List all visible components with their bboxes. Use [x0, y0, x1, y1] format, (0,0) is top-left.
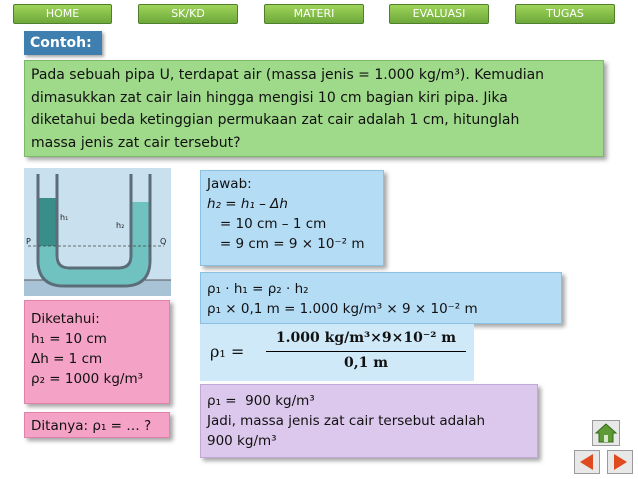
- density-equation-box: [200, 272, 562, 324]
- top-nav: [0, 4, 638, 24]
- result-box: [200, 384, 538, 458]
- problem-line: Pada sebuah pipa U, terdapat air (massa jenis = 1.000 kg/m³). Kemudian: [31, 67, 545, 83]
- problem-line: massa jenis zat cair tersebut?: [31, 134, 241, 151]
- ditanya-box: [24, 412, 170, 438]
- jawab-line: = 9 cm = 9 × 10⁻² m: [207, 236, 365, 252]
- home-icon[interactable]: [592, 420, 620, 446]
- nav-home-button[interactable]: HOME: [13, 4, 112, 24]
- diketahui-line: h₁ = 10 cm: [31, 331, 107, 347]
- formula-numerator: 1.000 kg/m³×9×10⁻² m: [275, 330, 457, 346]
- q-label: Q: [160, 237, 167, 246]
- diketahui-box: [24, 300, 170, 404]
- result-line: 900 kg/m³: [207, 433, 277, 449]
- formula-box: [200, 324, 474, 381]
- jawab-line: = 10 cm – 1 cm: [207, 216, 327, 232]
- problem-line: dimasukkan zat cair lain hingga mengisi 10 cm bagian kiri pipa. Jika: [31, 89, 508, 106]
- formula-denominator: 0,1 m: [343, 355, 389, 371]
- problem-line: diketahui beda ketinggian permukaan zat cair adalah 1 cm, hitunglah: [31, 112, 520, 128]
- ditanya-text: Ditanya: ρ₁ = … ?: [31, 418, 152, 434]
- result-line: Jadi, massa jenis zat cair tersebut adalah: [207, 413, 486, 429]
- h2-label: h₂: [116, 221, 125, 230]
- result-line: ρ₁ = 900 kg/m³: [207, 393, 315, 409]
- next-arrow-icon[interactable]: [607, 450, 633, 474]
- nav-skkd-button[interactable]: SK/KD: [138, 4, 238, 24]
- jawab-heading: Jawab:: [207, 176, 252, 192]
- nav-tugas-button[interactable]: TUGAS: [515, 4, 615, 24]
- u-tube-figure: [24, 168, 171, 296]
- diketahui-heading: Diketahui:: [31, 311, 100, 327]
- h1-label: h₁: [60, 213, 69, 222]
- prev-arrow-icon[interactable]: [574, 450, 600, 474]
- equation-line: ρ₁ × 0,1 m = 1.000 kg/m³ × 9 × 10⁻² m: [207, 301, 478, 317]
- nav-materi-button[interactable]: MATERI: [264, 4, 364, 24]
- jawab-line: h₂ = h₁ – Δh: [207, 196, 288, 212]
- diketahui-line: Δh = 1 cm: [31, 351, 103, 367]
- contoh-label: Contoh:: [24, 31, 102, 55]
- equation-line: ρ₁ · h₁ = ρ₂ · h₂: [207, 281, 309, 297]
- diketahui-line: ρ₂ = 1000 kg/m³: [31, 371, 144, 387]
- jawab-box: [200, 170, 384, 266]
- nav-evaluasi-button[interactable]: EVALUASI: [389, 4, 489, 24]
- formula-lhs: ρ₁ =: [210, 342, 245, 361]
- fraction-bar: [266, 351, 466, 352]
- p-label: P: [26, 237, 31, 246]
- u-tube-illustration: [24, 168, 171, 296]
- problem-box: [24, 60, 604, 157]
